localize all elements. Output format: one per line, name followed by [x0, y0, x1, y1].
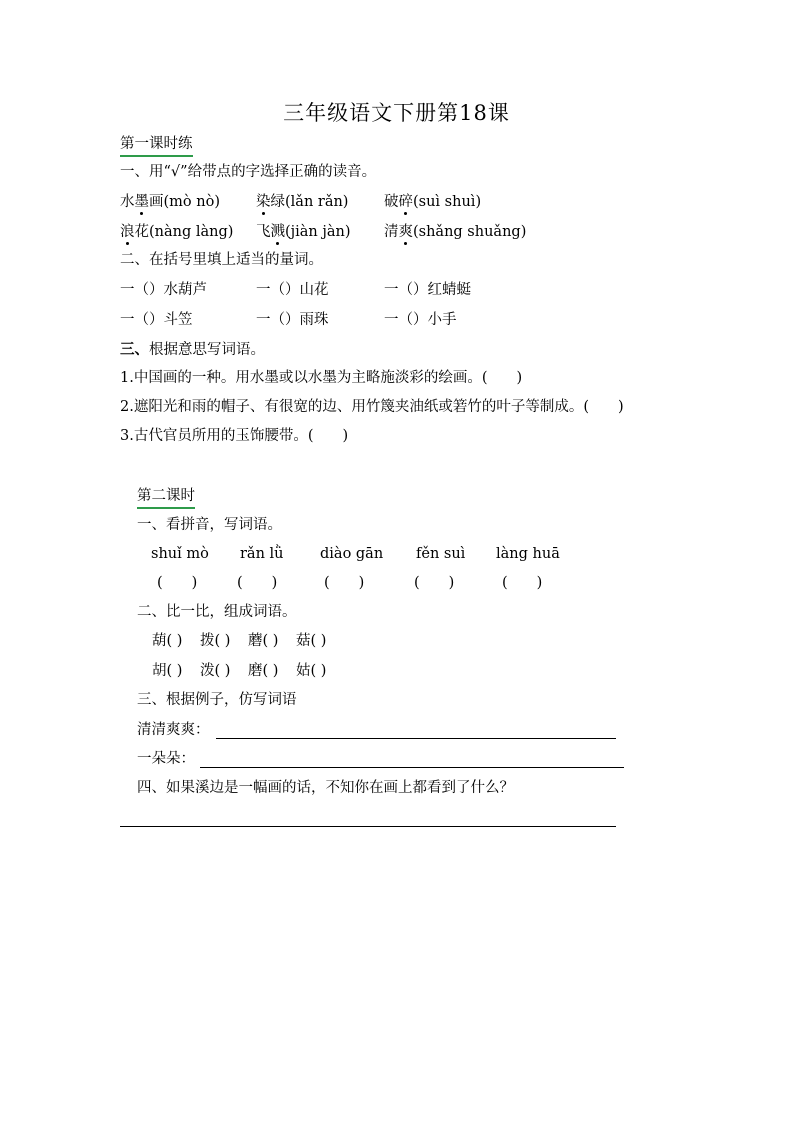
answer-line[interactable] — [216, 738, 616, 739]
compare-item: 拨( ) — [200, 633, 231, 649]
pinyin-item: rǎn lǜ — [240, 546, 284, 562]
lesson2-q1-prompt: 一、看拼音，写词语。 — [137, 517, 282, 533]
lesson1-q2-prompt: 二、在括号里填上适当的量词。 — [120, 252, 323, 268]
dotted-character: 爽 — [398, 224, 413, 240]
lesson2-heading: 第二课时 — [137, 486, 195, 509]
answer-blank: ( ) — [324, 575, 365, 591]
pinyin-item: fěn suì — [416, 546, 466, 562]
compare-item: 磨( ) — [248, 663, 279, 679]
dotted-character: 碎 — [398, 194, 413, 210]
answer-line[interactable] — [120, 826, 616, 827]
answer-blank: ( ) — [414, 575, 455, 591]
reading-item: 浪花(nàng làng) — [120, 224, 234, 240]
example-label: 清清爽爽： — [137, 722, 210, 738]
reading-item: 染绿(lǎn rǎn) — [256, 194, 349, 210]
dotted-character: 染 — [256, 194, 271, 210]
measure-word-item: 一（）水葫芦 — [120, 282, 207, 298]
compare-item: 菇( ) — [296, 633, 327, 649]
dotted-character: 墨 — [134, 194, 149, 210]
dotted-character: 溅 — [270, 224, 285, 240]
reading-item: 清爽(shǎng shuǎng) — [384, 224, 527, 240]
lesson2-q3-prompt: 三、根据例子，仿写词语 — [137, 692, 297, 708]
definition-item: 3.古代官员所用的玉饰腰带。( ) — [120, 428, 349, 444]
lesson1-q1-prompt: 一、用“√”给带点的字选择正确的读音。 — [120, 164, 377, 180]
definition-item: 1.中国画的一种。用水墨或以水墨为主略施淡彩的绘画。( ) — [120, 370, 523, 386]
compare-item: 泼( ) — [200, 663, 231, 679]
example-label: 一朵朵： — [137, 751, 195, 767]
reading-item: 破碎(suì shuì) — [384, 194, 482, 210]
answer-blank: ( ) — [157, 575, 198, 591]
page-title: 三年级语文下册第18课 — [283, 101, 510, 125]
measure-word-item: 一（）红蜻蜓 — [384, 282, 471, 298]
measure-word-item: 一（）斗笠 — [120, 312, 193, 328]
answer-blank: ( ) — [237, 575, 278, 591]
measure-word-item: 一（）雨珠 — [256, 312, 329, 328]
measure-word-item: 一（）小手 — [384, 312, 457, 328]
answer-line[interactable] — [200, 767, 624, 768]
reading-item: 水墨画(mò nò) — [120, 194, 220, 210]
compare-item: 蘑( ) — [248, 633, 279, 649]
pinyin-item: làng huā — [496, 546, 560, 562]
dotted-character: 浪 — [120, 224, 135, 240]
answer-blank: ( ) — [502, 575, 543, 591]
definition-item: 2.遮阳光和雨的帽子、有很宽的边、用竹篾夹油纸或箬竹的叶子等制成。( ) — [120, 399, 624, 415]
lesson1-heading: 第一课时练 — [120, 134, 193, 157]
pinyin-item: shuǐ mò — [151, 546, 209, 562]
reading-item: 飞溅(jiàn jàn) — [256, 224, 351, 240]
compare-item: 葫( ) — [152, 633, 183, 649]
pinyin-item: diào gān — [320, 546, 384, 562]
lesson2-q4-prompt: 四、如果溪边是一幅画的话，不知你在画上都看到了什么？ — [137, 780, 514, 796]
compare-item: 胡( ) — [152, 663, 183, 679]
lesson2-q2-prompt: 二、比一比，组成词语。 — [137, 604, 297, 620]
compare-item: 姑( ) — [296, 663, 327, 679]
measure-word-item: 一（）山花 — [256, 282, 329, 298]
lesson1-q3-prompt: 三、根据意思写词语。 — [120, 341, 265, 358]
